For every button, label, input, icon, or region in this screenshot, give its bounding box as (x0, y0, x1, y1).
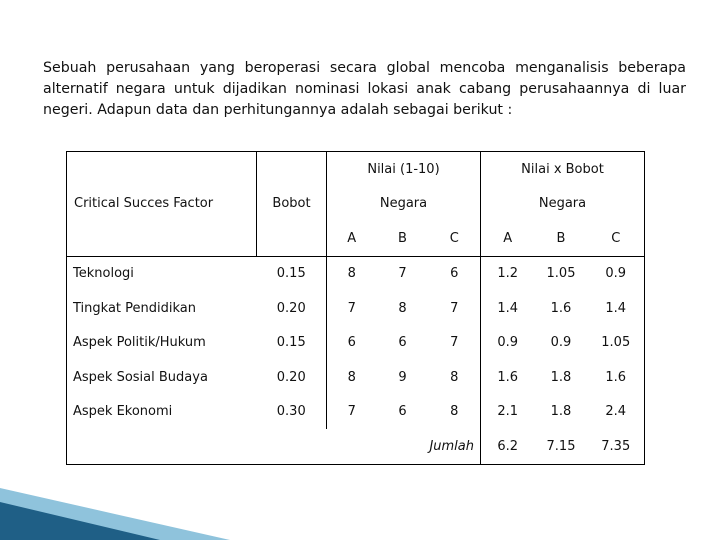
factor-name: Teknologi (67, 256, 257, 291)
table-row (67, 256, 645, 291)
weighted-value: 2.1 (481, 395, 535, 430)
weighted-value: 1.05 (546, 266, 576, 282)
nilai-value: 8 (327, 256, 377, 291)
nilai-value: 6 (327, 326, 377, 361)
header-weighted-country: C (588, 221, 645, 256)
weighted-value: 1.8 (550, 369, 572, 385)
nilai-value: 7 (327, 291, 377, 326)
weighted-value: 0.9 (481, 326, 535, 361)
total-label: Jumlah (429, 429, 481, 464)
total-value: 6.2 (481, 429, 535, 464)
total-value: 7.35 (588, 429, 645, 464)
weighted-value: 1.6 (588, 360, 645, 395)
nilai-value: 7 (450, 300, 459, 316)
weighted-value: 1.05 (588, 326, 645, 361)
nilai-value: 8 (398, 300, 407, 316)
critical-success-factor-table (66, 151, 645, 465)
header-critical-success-factor: Critical Succes Factor (67, 152, 257, 257)
header-nilai-x-bobot: Nilai x Bobot (481, 152, 645, 187)
weighted-value: 1.4 (588, 291, 645, 326)
table-row (67, 326, 645, 361)
bobot-value: 0.15 (276, 266, 306, 282)
header-negara-nilai: Negara (327, 187, 481, 222)
table-row (67, 291, 645, 326)
header-bobot: Bobot (257, 152, 327, 257)
header-weighted-country: A (481, 221, 535, 256)
bobot-value: 0.20 (276, 369, 306, 385)
intro-paragraph: Sebuah perusahaan yang beroperasi secara global mencoba menganalisis beberapa alternatif negara untuk dijadikan nominasi lokasi anak cabang perusahaannya di luar negeri. Adapun data dan perhitungannya adalah sebagai berikut : (43, 60, 686, 118)
header-weighted-country: B (535, 221, 588, 256)
nilai-value: 6 (398, 335, 407, 351)
nilai-value: 7 (398, 266, 407, 282)
weighted-value: 0.9 (550, 335, 572, 351)
weighted-value: 1.4 (481, 291, 535, 326)
header-nilai-country: B (377, 221, 429, 256)
weighted-value: 1.8 (550, 404, 572, 420)
header-nilai-country: C (429, 221, 481, 256)
bobot-value: 0.20 (276, 300, 306, 316)
factor-name: Aspek Sosial Budaya (67, 360, 257, 395)
factor-name: Aspek Ekonomi (67, 395, 257, 430)
weighted-value: 2.4 (588, 395, 645, 430)
nilai-value: 6 (450, 266, 459, 282)
nilai-value: 7 (450, 335, 459, 351)
corner-decoration (0, 450, 230, 540)
header-nilai: Nilai (1-10) (327, 152, 481, 187)
table-row (67, 395, 645, 430)
table-row (67, 360, 645, 395)
weighted-value: 0.9 (588, 256, 645, 291)
header-negara-weighted: Negara (481, 187, 645, 222)
factor-name: Tingkat Pendidikan (67, 291, 257, 326)
weighted-value: 1.6 (481, 360, 535, 395)
nilai-value: 6 (398, 404, 407, 420)
weighted-value: 1.2 (481, 256, 535, 291)
total-value: 7.15 (535, 429, 588, 464)
nilai-value: 9 (398, 369, 407, 385)
nilai-value: 8 (327, 360, 377, 395)
nilai-value: 7 (327, 395, 377, 430)
factor-name: Aspek Politik/Hukum (67, 326, 257, 361)
nilai-value: 8 (450, 369, 459, 385)
bobot-value: 0.30 (276, 404, 306, 420)
weighted-value: 1.6 (550, 300, 572, 316)
header-nilai-country: A (327, 221, 377, 256)
nilai-value: 8 (450, 404, 459, 420)
bobot-value: 0.15 (276, 335, 306, 351)
